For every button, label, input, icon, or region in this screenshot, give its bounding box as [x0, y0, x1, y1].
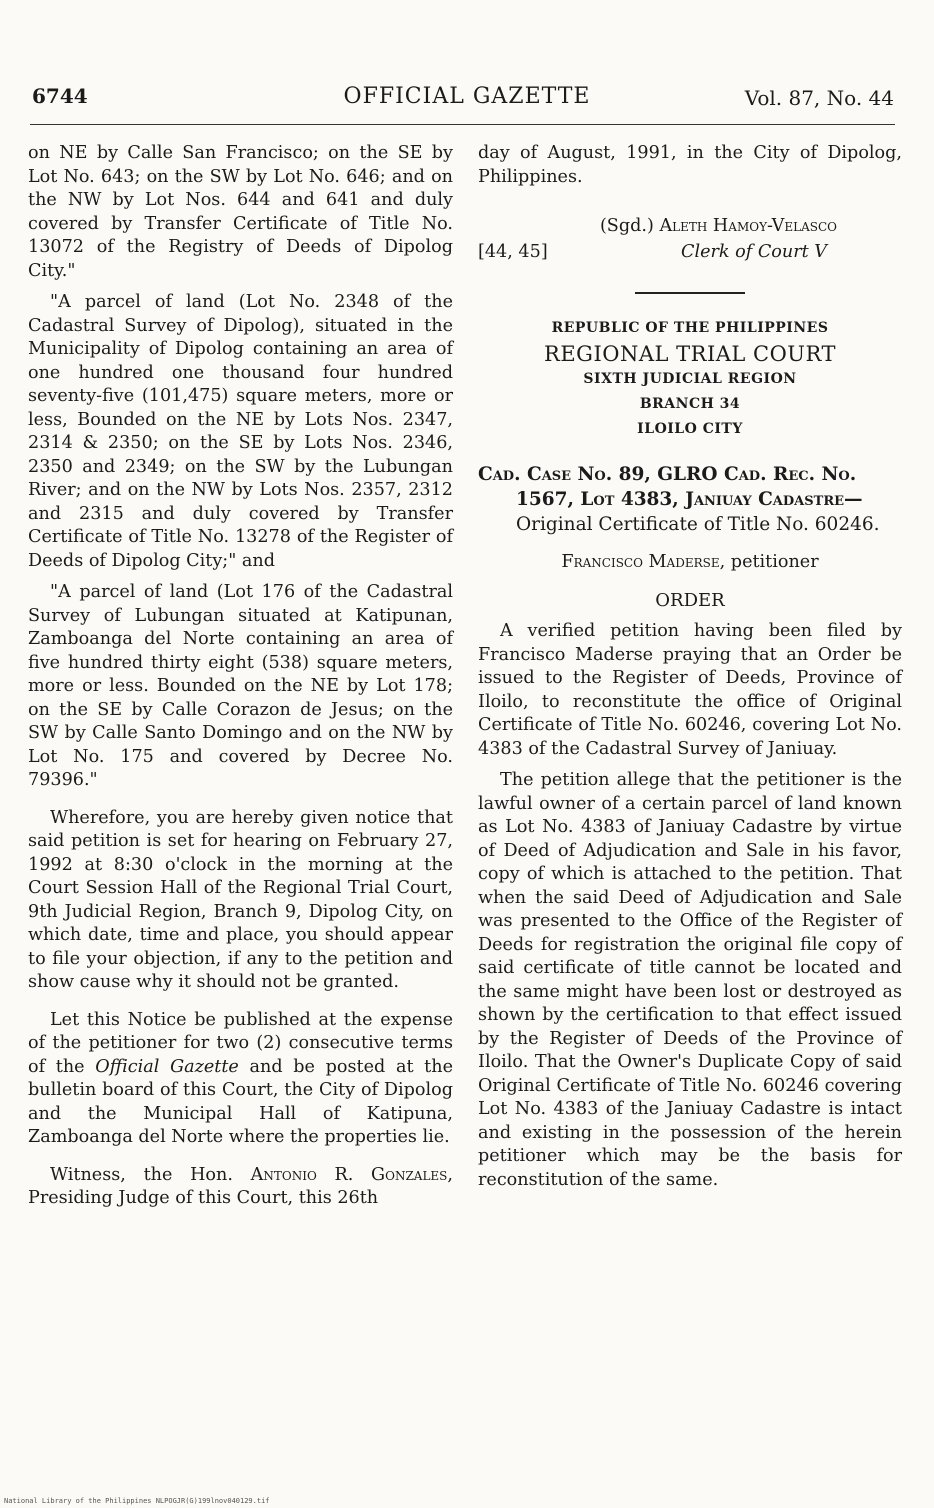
issue-reference: [44, 45] [478, 241, 548, 262]
page-header [32, 84, 902, 118]
court-line-branch: BRANCH 34 [639, 396, 741, 412]
section-divider [635, 292, 745, 294]
court-line-rtc: REGIONAL TRIAL COURT [544, 342, 836, 366]
publication-title: OFFICIAL GAZETTE [343, 84, 591, 109]
gazette-name: Official Gazette [95, 1056, 239, 1077]
judge-name: Antonio R. Gonzales [250, 1164, 448, 1185]
court-line-city: ILOILO CITY [637, 421, 743, 437]
scan-footer: National Library of the Philippines NLPOGJR(G)199lnov040129.tif [4, 1497, 270, 1505]
paragraph-witness: Witness, the Hon. Antonio R. Gonzales, Presiding Judge of this Court, this 26th [28, 1164, 453, 1208]
petitioner-name: Francisco Maderse [561, 552, 720, 572]
paragraph-lot-description-end: on NE by Calle San Francisco; on the SE by Lot No. 643; on the SW by Lot No. 646; and on the NW by Lot Nos. 644 and 641 and duly covered by Transfer Certificate of Title No. 13072 of the Registry of Deeds of Dipolog City." [28, 143, 453, 281]
signatory-role: Clerk of Court V [680, 241, 828, 262]
signature-details [478, 241, 902, 265]
paragraph-allegation: The petition allege that the petitioner is the lawful owner of a certain parcel of land known as Lot No. 4383 of Janiuay Cadastre by virtue of Deed of Adjudication and Sale in his favor, copy of which is attached to the petition. That when the said Deed of Adjudication and Sale was presented to the Office of the Register of Deeds for registration the original file copy of said certificate of title cannot be located and the same might have been lost or destroyed as shown by the certification to that effect issued by the Register of Deeds of the Province of Iloilo. That the Owner's Duplicate Copy of said Original Certificate of Title No. 60246 covering Lot No. 4383 of the Janiuay Cadastre is intact and existing in the possession of the herein petitioner which may be the basis for reconstitution of the same. [478, 770, 902, 1190]
paragraph-petition: A verified petition having been filed by Francisco Maderse praying that an Order be issued to the Register of Deeds, Province of Iloilo, to reconstitute the office of Original Certificate of Title No. 60246, covering Lot No. 4383 of the Cadastral Survey of Janiuay. [478, 621, 902, 759]
signature-line: (Sgd.) Aleth Hamoy-Velasco [599, 216, 837, 236]
court-line-region: SIXTH JUDICIAL REGION [583, 371, 797, 387]
court-line-republic: REPUBLIC OF THE PHILIPPINES [551, 320, 829, 336]
header-rule [30, 124, 895, 125]
left-column [28, 142, 453, 1211]
petitioner-line: Francisco Maderse, petitioner [561, 552, 819, 572]
paragraph-publication: Let this Notice be published at the expense of the petitioner for two (2) consecutive terms of the Official Gazette and be posted at the bulletin board of this Court, the City of Dipolog and the Municipal Hall of Katipuna, Zamboanga del Norte where the properties lie. [28, 1009, 453, 1147]
paragraph-parcel-2348: "A parcel of land (Lot No. 2348 of the Cadastral Survey of Dipolog), situated in the Municipality of Dipolog containing an area of one hundred one thousand four hundred seventy-five (101,475) square meters, more or less, Bounded on the NE by Lots Nos. 2347, 2314 & 2350; on the SE by Lots Nos. 2346, 2350 and 2349; on the SW by the Lubungan River; and on the NW by Lots Nos. 2357, 2312 and 2315 and duly covered by Transfer Certificate of Title No. 13278 of the Register of Deeds of Dipolog City;" and [28, 292, 453, 571]
paragraph-parcel-176: "A parcel of land (Lot 176 of the Cadastral Survey of Lubungan situated at Katipunan, Zamboanga del Norte containing an area of five hundred thirty eight (538) square meters, more or less. Bounded on the NE by Lot 178; on the SE by Calle Corazon de Jesus; on the SW by Calle Santo Domingo and on the NW by Lot No. 175 and covered by Decree No. 79396." [28, 582, 453, 790]
signatory-name: Aleth Hamoy-Velasco [659, 216, 837, 236]
case-title: Cad. Case No. 89, GLRO Cad. Rec. No. 1567, Lot 4383, Janiuay Cadastre— Original Certificate of Title No. 60246. [478, 464, 880, 535]
paragraph-wherefore: Wherefore, you are hereby given notice that said petition is set for hearing on February 27, 1992 at 8:30 o'clock in the morning at the Court Session Hall of the Regional Trial Court, 9th Judicial Region, Branch 9, Dipolog City, on which date, time and place, you should appear to file your objection, if any to the petition and show cause why it should not be granted. [28, 807, 453, 992]
page-number: 6744 [32, 84, 88, 108]
paragraph-date-place: day of August, 1991, in the City of Dipolog, Philippines. [478, 143, 902, 187]
case-subtitle: Original Certificate of Title No. 60246. [516, 514, 880, 535]
volume-number: Vol. 87, No. 44 [744, 86, 894, 110]
order-heading: ORDER [655, 589, 725, 611]
right-column [478, 142, 902, 1192]
